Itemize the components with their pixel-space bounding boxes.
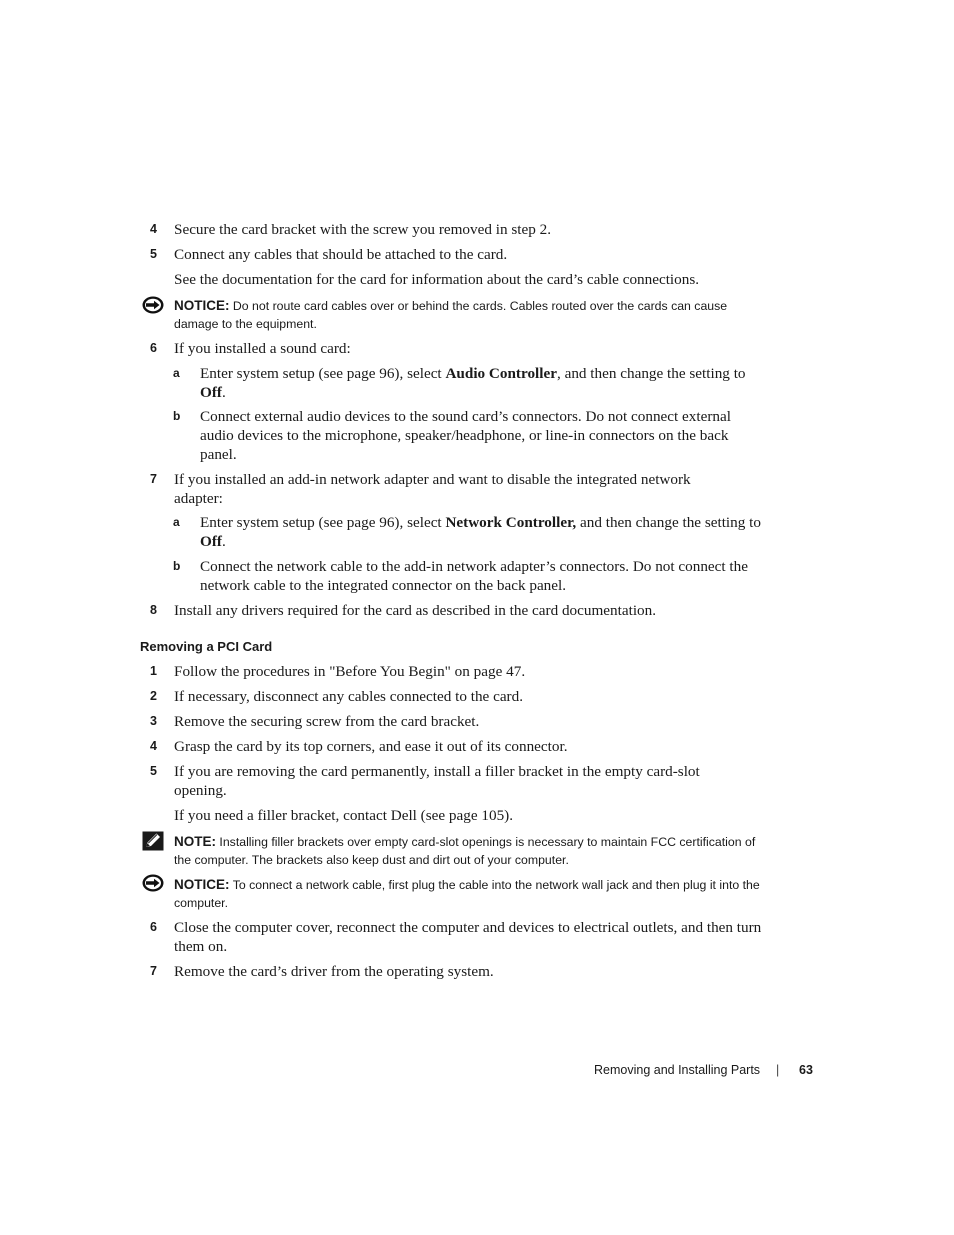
note-block bbox=[174, 833, 764, 869]
step-text: If you installed a sound card: bbox=[174, 340, 351, 357]
notice-text: To connect a network cable, first plug the cable into the network wall jack and then plug it into the computer. bbox=[174, 878, 760, 910]
substep-text-part: . bbox=[221, 384, 226, 401]
notice-icon bbox=[142, 296, 164, 314]
notice-label: NOTICE: bbox=[174, 877, 230, 892]
step-number: 6 bbox=[150, 341, 157, 355]
substep-text-part: , and then change the setting to bbox=[556, 365, 746, 382]
setting-value-off: Off bbox=[200, 533, 222, 550]
substep-text: Connect the network cable to the add-in network adapter’s connectors. Do not connect the network cable to the integrated connector on the back panel. bbox=[200, 558, 748, 594]
step-number: 1 bbox=[150, 664, 157, 678]
step-text: Install any drivers required for the card as described in the card documentation. bbox=[174, 602, 657, 619]
step-number: 3 bbox=[150, 714, 157, 728]
step-number: 5 bbox=[150, 764, 157, 778]
notice-icon bbox=[142, 874, 164, 892]
substep-letter: a bbox=[173, 366, 180, 380]
step-number: 7 bbox=[150, 964, 157, 978]
step-text: Follow the procedures in "Before You Begin" on page 47. bbox=[174, 663, 526, 680]
step-continuation: See the documentation for the card for information about the card’s cable connections. bbox=[174, 271, 700, 288]
step-text: Remove the card’s driver from the operating system. bbox=[174, 963, 494, 980]
note-label: NOTE: bbox=[174, 834, 216, 849]
step-text: Secure the card bracket with the screw you removed in step 2. bbox=[174, 221, 552, 238]
menu-option-audio-controller: Audio Controller bbox=[445, 365, 557, 382]
note-text: Installing filler brackets over empty card-slot openings is necessary to maintain FCC certification of the computer. The brackets also keep dust and dirt out of your computer. bbox=[174, 835, 756, 867]
step-text: If you installed an add-in network adapter and want to disable the integrated network adapter: bbox=[174, 471, 691, 507]
substep-text-part: . bbox=[221, 533, 226, 550]
substep-text: Connect external audio devices to the sound card’s connectors. Do not connect external audio devices to the microphone, speaker/headphone, or line-in connectors on the back panel. bbox=[200, 408, 731, 463]
substep-text-part: Enter system setup (see page 96), select bbox=[200, 514, 446, 531]
notice-label: NOTICE: bbox=[174, 298, 230, 313]
substep-text bbox=[200, 513, 762, 551]
note-pencil-icon bbox=[142, 831, 164, 851]
step-number: 2 bbox=[150, 689, 157, 703]
step-number: 6 bbox=[150, 920, 157, 934]
step-number: 4 bbox=[150, 222, 157, 236]
substep-letter: b bbox=[173, 409, 181, 423]
substep-letter: b bbox=[173, 559, 181, 573]
page-number: 63 bbox=[799, 1063, 813, 1077]
step-text: Grasp the card by its top corners, and ease it out of its connector. bbox=[174, 738, 568, 755]
step-number: 7 bbox=[150, 472, 157, 486]
section-heading: Removing a PCI Card bbox=[140, 639, 273, 654]
footer-section-title: Removing and Installing Parts bbox=[594, 1063, 761, 1077]
substep-text bbox=[200, 364, 762, 402]
setting-value-off: Off bbox=[200, 384, 222, 401]
step-text: If necessary, disconnect any cables connected to the card. bbox=[174, 688, 524, 705]
step-continuation: If you need a filler bracket, contact Dell (see page 105). bbox=[174, 807, 514, 824]
step-number: 8 bbox=[150, 603, 157, 617]
notice-block bbox=[174, 876, 764, 912]
step-text: Connect any cables that should be attached to the card. bbox=[174, 246, 508, 263]
substep-letter: a bbox=[173, 515, 180, 529]
step-text: Remove the securing screw from the card bracket. bbox=[174, 713, 480, 730]
substep-text-part: and then change the setting to bbox=[576, 514, 761, 531]
step-number: 4 bbox=[150, 739, 157, 753]
notice-text: Do not route card cables over or behind the cards. Cables routed over the cards can cause damage to the equipment. bbox=[174, 299, 728, 331]
step-number: 5 bbox=[150, 247, 157, 261]
notice-block bbox=[174, 297, 764, 333]
menu-option-network-controller: Network Controller, bbox=[445, 514, 577, 531]
step-text: Close the computer cover, reconnect the computer and devices to electrical outlets, and then turn them on. bbox=[174, 919, 762, 955]
step-text: If you are removing the card permanently, install a filler bracket in the empty card-slot opening. bbox=[174, 763, 700, 799]
substep-text-part: Enter system setup (see page 96), select bbox=[200, 365, 446, 382]
footer-separator: | bbox=[776, 1063, 780, 1077]
